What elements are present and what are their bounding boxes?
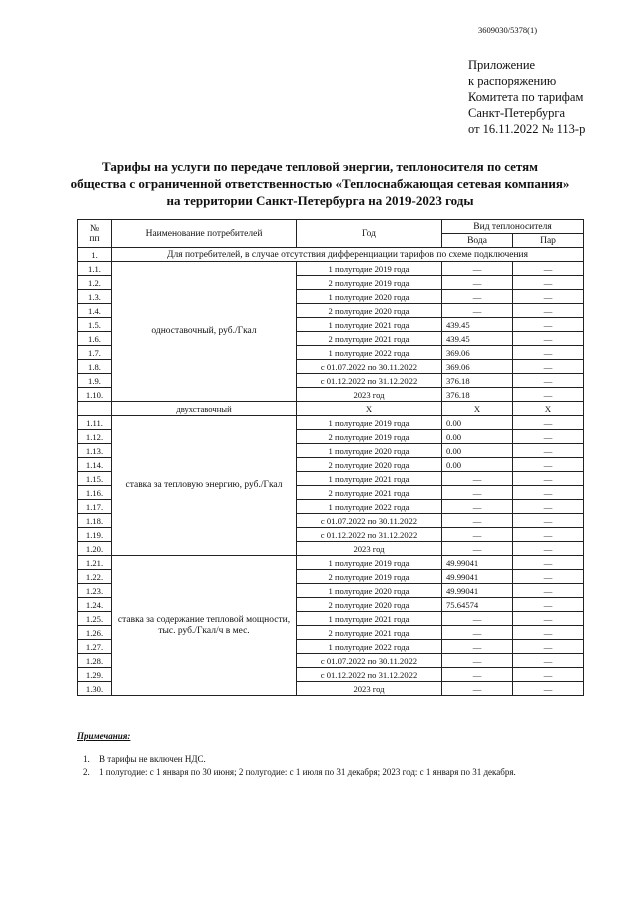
water-value: — bbox=[442, 640, 513, 654]
period-cell: с 01.07.2022 по 30.11.2022 bbox=[297, 514, 442, 528]
table-row bbox=[78, 556, 584, 570]
row-number: 1.16. bbox=[78, 486, 112, 500]
period-cell: 1 полугодие 2022 года bbox=[297, 500, 442, 514]
header-consumer: Наименование потребителей bbox=[112, 220, 297, 248]
note-text: В тарифы не включен НДС. bbox=[99, 754, 206, 764]
header-carrier: Вид теплоносителя bbox=[442, 220, 584, 234]
water-value: 369.06 bbox=[442, 360, 513, 374]
row-number: 1.29. bbox=[78, 668, 112, 682]
row-number: 1.6. bbox=[78, 332, 112, 346]
appendix-line: к распоряжению bbox=[468, 74, 557, 88]
steam-value: — bbox=[513, 276, 584, 290]
period-cell: 2 полугодие 2019 года bbox=[297, 276, 442, 290]
row-number: 1.2. bbox=[78, 276, 112, 290]
row-number: 1.11. bbox=[78, 416, 112, 430]
row-number: 1.8. bbox=[78, 360, 112, 374]
period-cell: 1 полугодие 2019 года bbox=[297, 416, 442, 430]
period-cell: 1 полугодие 2021 года bbox=[297, 612, 442, 626]
row-number: 1.14. bbox=[78, 458, 112, 472]
row-number: 1.13. bbox=[78, 444, 112, 458]
period-cell: с 01.12.2022 по 31.12.2022 bbox=[297, 528, 442, 542]
header-water: Вода bbox=[442, 234, 513, 248]
period-cell: 2 полугодие 2021 года bbox=[297, 486, 442, 500]
water-value: — bbox=[442, 542, 513, 556]
steam-value: — bbox=[513, 612, 584, 626]
water-value: — bbox=[442, 528, 513, 542]
steam-value: — bbox=[513, 528, 584, 542]
row-number: 1.18. bbox=[78, 514, 112, 528]
row-number: 1.7. bbox=[78, 346, 112, 360]
row-number: 1.19. bbox=[78, 528, 112, 542]
steam-value: — bbox=[513, 360, 584, 374]
water-value: 369.06 bbox=[442, 346, 513, 360]
title-line: на территории Санкт-Петербурга на 2019-2023 годы bbox=[166, 193, 474, 208]
steam-value: — bbox=[513, 598, 584, 612]
consumer-group-label: ставка за содержание тепловой мощности, тыс. руб./Гкал/ч в мес. bbox=[112, 556, 297, 696]
steam-value: — bbox=[513, 500, 584, 514]
steam-value: — bbox=[513, 430, 584, 444]
steam-value: — bbox=[513, 668, 584, 682]
row-number: 1.23. bbox=[78, 584, 112, 598]
period-cell: 2 полугодие 2020 года bbox=[297, 304, 442, 318]
period-cell: 2 полугодие 2020 года bbox=[297, 458, 442, 472]
period-cell: 2 полугодие 2019 года bbox=[297, 570, 442, 584]
row-number: 1.1. bbox=[78, 262, 112, 276]
period-cell: 1 полугодие 2019 года bbox=[297, 262, 442, 276]
water-value: 0.00 bbox=[442, 416, 513, 430]
row-number: 1.26. bbox=[78, 626, 112, 640]
period-cell: 1 полугодие 2022 года bbox=[297, 640, 442, 654]
water-value: — bbox=[442, 290, 513, 304]
steam-value: — bbox=[513, 640, 584, 654]
water-value: 376.18 bbox=[442, 374, 513, 388]
section-title: Для потребителей, в случае отсутствия дифференциации тарифов по схеме подключения bbox=[112, 248, 584, 262]
period-cell: 2 полугодие 2021 года bbox=[297, 626, 442, 640]
water-value: 49.99041 bbox=[442, 556, 513, 570]
steam-value: — bbox=[513, 584, 584, 598]
appendix-line: Комитета по тарифам bbox=[468, 90, 584, 104]
period-cell: 1 полугодие 2019 года bbox=[297, 556, 442, 570]
water-value: — bbox=[442, 682, 513, 696]
period-cell: с 01.12.2022 по 31.12.2022 bbox=[297, 668, 442, 682]
steam-value: — bbox=[513, 416, 584, 430]
steam-value: — bbox=[513, 542, 584, 556]
period-cell: с 01.12.2022 по 31.12.2022 bbox=[297, 374, 442, 388]
appendix-line: Санкт-Петербурга bbox=[468, 106, 566, 120]
steam-value: — bbox=[513, 444, 584, 458]
water-value: — bbox=[442, 304, 513, 318]
period-cell: 2 полугодие 2021 года bbox=[297, 332, 442, 346]
steam-value: X bbox=[513, 402, 584, 416]
steam-value: — bbox=[513, 458, 584, 472]
period-cell: 1 полугодие 2020 года bbox=[297, 444, 442, 458]
steam-value: — bbox=[513, 570, 584, 584]
section-row bbox=[78, 248, 584, 262]
row-number: 1.21. bbox=[78, 556, 112, 570]
consumer-group-label: одноставочный, руб./Гкал bbox=[112, 262, 297, 402]
steam-value: — bbox=[513, 486, 584, 500]
note-text: 1 полугодие: с 1 января по 30 июня; 2 полугодие: с 1 июля по 31 декабря; 2023 год: с 1 января по 31 декабря. bbox=[99, 767, 516, 777]
row-number: 1.15. bbox=[78, 472, 112, 486]
period-cell: X bbox=[297, 402, 442, 416]
water-value: — bbox=[442, 654, 513, 668]
row-number: 1.30. bbox=[78, 682, 112, 696]
two-part-label: двухставочный bbox=[112, 402, 297, 416]
tariffs-table bbox=[77, 219, 584, 696]
steam-value: — bbox=[513, 374, 584, 388]
row-number: 1.10. bbox=[78, 388, 112, 402]
period-cell: 1 полугодие 2020 года bbox=[297, 584, 442, 598]
row-number: 1.9. bbox=[78, 374, 112, 388]
row-number: 1.25. bbox=[78, 612, 112, 626]
water-value: — bbox=[442, 500, 513, 514]
period-cell: 1 полугодие 2021 года bbox=[297, 318, 442, 332]
appendix-line: Приложение bbox=[468, 58, 536, 72]
water-value: — bbox=[442, 514, 513, 528]
period-cell: 1 полугодие 2020 года bbox=[297, 290, 442, 304]
two-part-row bbox=[78, 402, 584, 416]
title-line: Тарифы на услуги по передаче тепловой энергии, теплоносителя по сетям bbox=[102, 159, 538, 174]
water-value: — bbox=[442, 626, 513, 640]
steam-value: — bbox=[513, 332, 584, 346]
row-number: 1.5. bbox=[78, 318, 112, 332]
steam-value: — bbox=[513, 262, 584, 276]
steam-value: — bbox=[513, 472, 584, 486]
water-value: — bbox=[442, 486, 513, 500]
steam-value: — bbox=[513, 388, 584, 402]
document-id: 3609030/5378(1) bbox=[478, 25, 538, 35]
period-cell: 2023 год bbox=[297, 542, 442, 556]
row-number: 1.3. bbox=[78, 290, 112, 304]
appendix-block bbox=[468, 57, 585, 137]
appendix-line: от 16.11.2022 № 113-р bbox=[468, 122, 586, 136]
water-value: 49.99041 bbox=[442, 570, 513, 584]
water-value: — bbox=[442, 276, 513, 290]
steam-value: — bbox=[513, 682, 584, 696]
row-number bbox=[78, 402, 112, 416]
period-cell: 1 полугодие 2022 года bbox=[297, 346, 442, 360]
row-number: 1.12. bbox=[78, 430, 112, 444]
document-title bbox=[40, 158, 600, 209]
table-row bbox=[78, 416, 584, 430]
water-value: 0.00 bbox=[442, 458, 513, 472]
row-number: 1.22. bbox=[78, 570, 112, 584]
water-value: 439.45 bbox=[442, 332, 513, 346]
period-cell: 1 полугодие 2021 года bbox=[297, 472, 442, 486]
row-number: 1.17. bbox=[78, 500, 112, 514]
notes-title: Примечания: bbox=[77, 731, 131, 741]
steam-value: — bbox=[513, 304, 584, 318]
steam-value: — bbox=[513, 346, 584, 360]
row-number: 1.4. bbox=[78, 304, 112, 318]
water-value: X bbox=[442, 402, 513, 416]
water-value: — bbox=[442, 472, 513, 486]
consumer-group-label: ставка за тепловую энергию, руб./Гкал bbox=[112, 416, 297, 556]
period-cell: 2023 год bbox=[297, 682, 442, 696]
steam-value: — bbox=[513, 318, 584, 332]
water-value: — bbox=[442, 262, 513, 276]
notes bbox=[77, 731, 516, 779]
row-number: 1.24. bbox=[78, 598, 112, 612]
water-value: 0.00 bbox=[442, 430, 513, 444]
note-number: 2. bbox=[83, 767, 90, 777]
row-number: 1.27. bbox=[78, 640, 112, 654]
steam-value: — bbox=[513, 290, 584, 304]
water-value: — bbox=[442, 612, 513, 626]
note-number: 1. bbox=[83, 754, 90, 764]
note-item bbox=[83, 753, 516, 766]
table-row bbox=[78, 262, 584, 276]
row-number: 1.20. bbox=[78, 542, 112, 556]
row-number: 1.28. bbox=[78, 654, 112, 668]
steam-value: — bbox=[513, 556, 584, 570]
water-value: 75.64574 bbox=[442, 598, 513, 612]
steam-value: — bbox=[513, 626, 584, 640]
water-value: 0.00 bbox=[442, 444, 513, 458]
period-cell: с 01.07.2022 по 30.11.2022 bbox=[297, 360, 442, 374]
note-item bbox=[83, 766, 516, 779]
water-value: 49.99041 bbox=[442, 584, 513, 598]
header-year: Год bbox=[297, 220, 442, 248]
header-num: № пп bbox=[78, 220, 112, 248]
water-value: 439.45 bbox=[442, 318, 513, 332]
steam-value: — bbox=[513, 654, 584, 668]
water-value: 376.18 bbox=[442, 388, 513, 402]
period-cell: 2023 год bbox=[297, 388, 442, 402]
title-line: общества с ограниченной ответственностью «Теплоснабжающая сетевая компания» bbox=[70, 176, 570, 191]
period-cell: 2 полугодие 2019 года bbox=[297, 430, 442, 444]
row-number: 1. bbox=[78, 248, 112, 262]
period-cell: 2 полугодие 2020 года bbox=[297, 598, 442, 612]
steam-value: — bbox=[513, 514, 584, 528]
water-value: — bbox=[442, 668, 513, 682]
period-cell: с 01.07.2022 по 30.11.2022 bbox=[297, 654, 442, 668]
header-steam: Пар bbox=[513, 234, 584, 248]
